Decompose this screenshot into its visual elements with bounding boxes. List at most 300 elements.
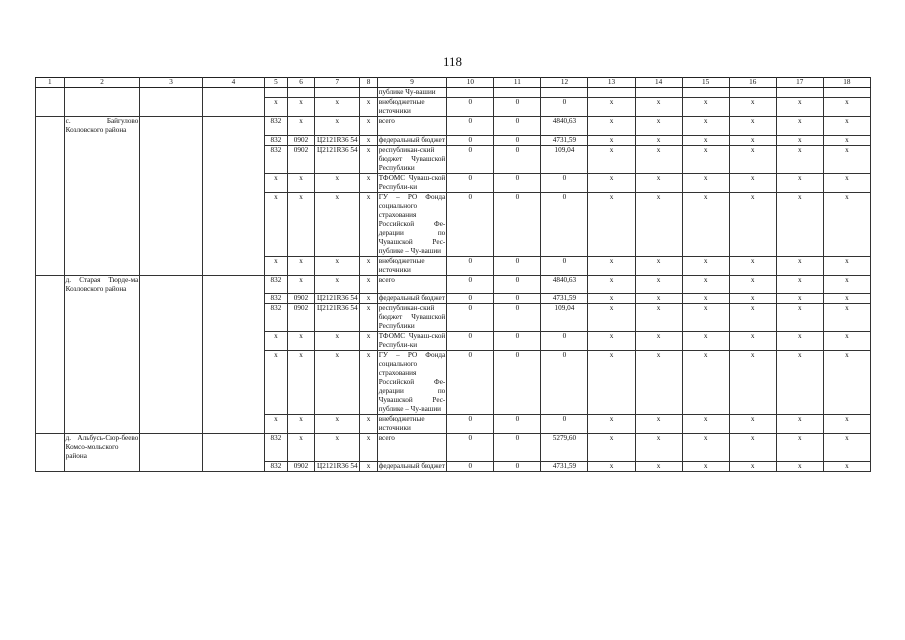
cell-col10: 0 (447, 135, 494, 145)
cell-col10: 0 (447, 351, 494, 415)
cell-col9-source: федеральный бюджет (378, 135, 445, 144)
cell-col15: x (682, 135, 729, 145)
cell-col11: 0 (494, 173, 541, 192)
cell-col18: x (823, 173, 870, 192)
cell-col18: x (823, 98, 870, 117)
cell-col18: x (823, 145, 870, 173)
header-cell-1: 1 (36, 78, 65, 88)
cell-col3 (140, 351, 202, 415)
cell-col18: x (823, 351, 870, 415)
cell-col11: 0 (494, 294, 541, 304)
cell-col8: x (360, 135, 377, 145)
cell-col6: 0902 (287, 145, 315, 173)
cell-col11: 0 (494, 256, 541, 275)
cell-col15: x (682, 98, 729, 117)
header-cell-9: 9 (377, 78, 447, 88)
table-row (36, 304, 871, 332)
header-cell-7: 7 (315, 78, 360, 88)
cell-col5: x (265, 351, 288, 415)
cell-col3 (140, 173, 202, 192)
cell-col15: x (682, 145, 729, 173)
header-cell-6: 6 (287, 78, 315, 88)
cell-col4 (202, 173, 264, 192)
cell-col9-source: внебюджетные источники (377, 415, 447, 434)
cell-col18: x (823, 275, 870, 294)
cell-col13: x (588, 145, 635, 173)
cell-col7-code: x (315, 173, 360, 192)
cell-col9-source: публике Чу-вашии (377, 88, 447, 98)
cell-col6: x (287, 117, 315, 136)
cell-col18: x (823, 461, 870, 471)
table-row (36, 351, 871, 415)
cell-col17: x (776, 173, 823, 192)
cell-col8: x (360, 294, 377, 304)
cell-col7-code: x (315, 117, 360, 136)
cell-col7-code: x (315, 98, 360, 117)
cell-col1 (36, 415, 65, 434)
cell-col10: 0 (447, 461, 494, 471)
cell-col2-settlement (64, 304, 140, 332)
cell-col10: 0 (447, 332, 494, 351)
cell-col2-settlement (64, 332, 140, 351)
cell-col4 (202, 461, 264, 471)
cell-col8: x (360, 351, 377, 415)
cell-col1 (36, 192, 65, 256)
cell-col11: 0 (494, 351, 541, 415)
cell-col9-source: федеральный бюджет (378, 294, 445, 302)
cell-col3 (140, 135, 202, 145)
cell-col10: 0 (447, 117, 494, 136)
cell-col16: x (729, 415, 776, 434)
cell-col4 (202, 294, 264, 304)
cell-col17: x (776, 135, 823, 145)
cell-col16: x (729, 98, 776, 117)
table-row (36, 256, 871, 275)
cell-col12-amount: 0 (541, 332, 588, 351)
cell-col16 (729, 88, 776, 98)
header-cell-14: 14 (635, 78, 682, 88)
cell-col17: x (776, 145, 823, 173)
cell-col9-source: ГУ – РО Фонда социального страхования Российской Фе-дерации по Чувашской Рес-публике – Чу-вашии (378, 192, 446, 255)
cell-col11: 0 (494, 145, 541, 173)
cell-col10: 0 (447, 192, 494, 256)
cell-col2-settlement (64, 135, 140, 145)
cell-col8: x (360, 415, 377, 434)
cell-col2-settlement (64, 461, 140, 471)
cell-col17: x (776, 434, 823, 462)
table-row (36, 173, 871, 192)
cell-col3 (140, 415, 202, 434)
cell-col12-amount: 109,04 (541, 304, 588, 332)
cell-col2-settlement: д. Старая Тюрде-ма Козловского района (65, 275, 139, 293)
cell-col8: x (360, 256, 377, 275)
cell-col12-amount: 4731,59 (541, 294, 588, 304)
cell-col14: x (635, 332, 682, 351)
cell-col7-code: x (315, 256, 360, 275)
cell-col16: x (729, 135, 776, 145)
cell-col3 (140, 145, 202, 173)
cell-col3 (140, 294, 202, 304)
cell-col3 (140, 275, 202, 294)
cell-col18: x (823, 294, 870, 304)
cell-col18: x (823, 256, 870, 275)
cell-col15: x (682, 192, 729, 256)
cell-col18: x (823, 117, 870, 136)
cell-col14: x (635, 98, 682, 117)
table-row (36, 275, 871, 294)
cell-col9-source: ТФОМС Чуваш-ской Республи-ки (378, 332, 446, 349)
cell-col9-source: всего (377, 275, 447, 294)
cell-col1 (36, 351, 65, 415)
cell-col6: x (287, 98, 315, 117)
cell-col1 (36, 332, 65, 351)
cell-col3 (140, 117, 202, 136)
cell-col9-source: республикан-ский бюджет Чувашской Республики (378, 145, 446, 172)
cell-col17: x (776, 256, 823, 275)
cell-col17: x (776, 332, 823, 351)
cell-col13: x (588, 332, 635, 351)
cell-col15: x (682, 117, 729, 136)
cell-col16: x (729, 304, 776, 332)
cell-col15: x (682, 461, 729, 471)
cell-col15: x (682, 294, 729, 304)
cell-col11: 0 (494, 117, 541, 136)
cell-col13: x (588, 294, 635, 304)
cell-col4 (202, 275, 264, 294)
cell-col5: 832 (265, 294, 288, 304)
cell-col10: 0 (447, 415, 494, 434)
cell-col1 (36, 294, 65, 304)
cell-col7-code: x (315, 434, 360, 462)
cell-col2-settlement: с. Байгулово Козловского района (65, 117, 139, 134)
cell-col8: x (360, 192, 377, 256)
cell-col14: x (635, 294, 682, 304)
cell-col7-code: Ц2121R36 54 (315, 294, 360, 304)
cell-col14: x (635, 192, 682, 256)
cell-col10: 0 (447, 275, 494, 294)
cell-col1 (36, 145, 65, 173)
cell-col2-settlement: д. Альбусь-Сюр-беево Комсо-мольского района (65, 434, 139, 460)
cell-col5: x (265, 98, 288, 117)
cell-col14 (635, 88, 682, 98)
cell-col6: x (287, 192, 315, 256)
table-row (36, 145, 871, 173)
page-number: 118 (442, 54, 463, 69)
cell-col9-source: внебюджетные источники (377, 256, 447, 275)
cell-col8: x (360, 461, 377, 471)
header-cell-10: 10 (447, 78, 494, 88)
cell-col10: 0 (447, 304, 494, 332)
cell-col1 (36, 88, 65, 98)
cell-col8: x (360, 434, 377, 462)
cell-col6: x (287, 275, 315, 294)
header-cell-15: 15 (682, 78, 729, 88)
cell-col15: x (682, 415, 729, 434)
cell-col14: x (635, 351, 682, 415)
cell-col14: x (635, 275, 682, 294)
cell-col13: x (588, 351, 635, 415)
cell-col11: 0 (494, 434, 541, 462)
table-row (36, 117, 871, 136)
cell-col13: x (588, 415, 635, 434)
cell-col12-amount: 0 (541, 351, 588, 415)
cell-col4 (202, 256, 264, 275)
cell-col5: 832 (265, 135, 288, 145)
cell-col3 (140, 434, 202, 462)
cell-col1 (36, 275, 65, 294)
cell-col8: x (360, 98, 377, 117)
cell-col6: x (287, 173, 315, 192)
cell-col15: x (682, 332, 729, 351)
cell-col5: x (265, 415, 288, 434)
header-cell-17: 17 (776, 78, 823, 88)
cell-col17: x (776, 415, 823, 434)
cell-col1 (36, 434, 65, 462)
cell-col18: x (823, 332, 870, 351)
cell-col4 (202, 145, 264, 173)
cell-col14: x (635, 135, 682, 145)
cell-col12-amount (541, 88, 588, 98)
cell-col13: x (588, 275, 635, 294)
cell-col17: x (776, 461, 823, 471)
cell-col4 (202, 88, 264, 98)
header-cell-13: 13 (588, 78, 635, 88)
cell-col17: x (776, 117, 823, 136)
budget-table (35, 77, 871, 472)
cell-col12-amount: 0 (541, 98, 588, 117)
cell-col9-source: всего (377, 434, 447, 462)
cell-col18: x (823, 434, 870, 462)
cell-col14: x (635, 304, 682, 332)
cell-col4 (202, 98, 264, 117)
cell-col1 (36, 256, 65, 275)
cell-col14: x (635, 415, 682, 434)
cell-col4 (202, 332, 264, 351)
cell-col18: x (823, 135, 870, 145)
cell-col18 (823, 88, 870, 98)
cell-col4 (202, 192, 264, 256)
cell-col9-source: республикан-ский бюджет Чувашской Республики (378, 304, 446, 330)
cell-col6: x (287, 415, 315, 434)
cell-col1 (36, 461, 65, 471)
cell-col3 (140, 98, 202, 117)
cell-col4 (202, 117, 264, 136)
cell-col5: 832 (265, 434, 288, 462)
cell-col2-settlement (64, 192, 140, 256)
cell-col1 (36, 98, 65, 117)
cell-col15: x (682, 173, 729, 192)
cell-col17: x (776, 275, 823, 294)
cell-col13 (588, 88, 635, 98)
header-cell-16: 16 (729, 78, 776, 88)
cell-col9-source: всего (377, 117, 447, 136)
cell-col5: x (265, 173, 288, 192)
cell-col3 (140, 88, 202, 98)
cell-col16: x (729, 275, 776, 294)
table-row (36, 98, 871, 117)
cell-col12-amount: 0 (541, 256, 588, 275)
cell-col17: x (776, 294, 823, 304)
cell-col17 (776, 88, 823, 98)
cell-col13: x (588, 434, 635, 462)
cell-col14: x (635, 461, 682, 471)
cell-col10: 0 (447, 256, 494, 275)
cell-col9-source: ГУ – РО Фонда социального страхования Российской Фе-дерации по Чувашской Рес-публике – Чу-вашии (378, 351, 446, 413)
cell-col8 (360, 88, 377, 98)
cell-col10 (447, 88, 494, 98)
cell-col13: x (588, 304, 635, 332)
cell-col8: x (360, 275, 377, 294)
cell-col17: x (776, 351, 823, 415)
cell-col13: x (588, 117, 635, 136)
header-cell-8: 8 (360, 78, 377, 88)
cell-col6: x (287, 351, 315, 415)
cell-col6: 0902 (287, 135, 315, 145)
cell-col13: x (588, 98, 635, 117)
cell-col12-amount: 0 (541, 192, 588, 256)
cell-col3 (140, 332, 202, 351)
cell-col5 (265, 88, 288, 98)
cell-col16: x (729, 434, 776, 462)
cell-col7-code: x (315, 351, 360, 415)
cell-col1 (36, 117, 65, 136)
cell-col7-code: Ц2121R36 54 (315, 135, 360, 145)
cell-col12-amount: 0 (541, 415, 588, 434)
cell-col14: x (635, 434, 682, 462)
cell-col17: x (776, 192, 823, 256)
cell-col10: 0 (447, 98, 494, 117)
cell-col17: x (776, 304, 823, 332)
cell-col6: x (287, 256, 315, 275)
cell-col11: 0 (494, 461, 541, 471)
cell-col1 (36, 304, 65, 332)
cell-col16: x (729, 256, 776, 275)
cell-col18: x (823, 304, 870, 332)
header-cell-11: 11 (494, 78, 541, 88)
cell-col7-code: x (315, 332, 360, 351)
cell-col4 (202, 304, 264, 332)
cell-col4 (202, 415, 264, 434)
cell-col10: 0 (447, 173, 494, 192)
cell-col4 (202, 351, 264, 415)
table-row (36, 294, 871, 304)
cell-col13: x (588, 135, 635, 145)
header-cell-5: 5 (265, 78, 288, 88)
cell-col12-amount: 4840,63 (541, 275, 588, 294)
cell-col15: x (682, 304, 729, 332)
cell-col2-settlement (64, 256, 140, 275)
cell-col2-settlement (64, 145, 140, 173)
cell-col7-code: x (315, 192, 360, 256)
cell-col12-amount: 109,04 (541, 145, 588, 173)
cell-col17: x (776, 98, 823, 117)
cell-col14: x (635, 117, 682, 136)
cell-col13: x (588, 256, 635, 275)
cell-col12-amount: 4731,59 (541, 461, 588, 471)
cell-col5: x (265, 332, 288, 351)
cell-col11 (494, 88, 541, 98)
cell-col12-amount: 4840,63 (541, 117, 588, 136)
cell-col15: x (682, 351, 729, 415)
cell-col10: 0 (447, 145, 494, 173)
cell-col2-settlement (64, 294, 140, 304)
cell-col8: x (360, 117, 377, 136)
cell-col6: 0902 (287, 304, 315, 332)
cell-col12-amount: 5279,60 (541, 434, 588, 462)
cell-col7-code: x (315, 415, 360, 434)
cell-col14: x (635, 173, 682, 192)
cell-col8: x (360, 145, 377, 173)
cell-col11: 0 (494, 332, 541, 351)
header-cell-2: 2 (64, 78, 140, 88)
cell-col5: x (265, 256, 288, 275)
header-row (36, 78, 871, 88)
cell-col6: x (287, 434, 315, 462)
cell-col8: x (360, 304, 377, 332)
cell-col13: x (588, 461, 635, 471)
cell-col5: 832 (265, 275, 288, 294)
table-row (36, 332, 871, 351)
cell-col9-source: федеральный бюджет (378, 461, 445, 470)
cell-col16: x (729, 351, 776, 415)
cell-col15 (682, 88, 729, 98)
cell-col7-code (315, 88, 360, 98)
cell-col18: x (823, 192, 870, 256)
cell-col14: x (635, 256, 682, 275)
cell-col2-settlement (64, 415, 140, 434)
cell-col10: 0 (447, 294, 494, 304)
cell-col14: x (635, 145, 682, 173)
table-row (36, 88, 871, 98)
cell-col5: 832 (265, 145, 288, 173)
cell-col13: x (588, 173, 635, 192)
cell-col5: 832 (265, 461, 288, 471)
cell-col7-code: Ц2121R36 54 (315, 145, 360, 173)
cell-col6: 0902 (287, 461, 315, 471)
cell-col15: x (682, 434, 729, 462)
cell-col1 (36, 173, 65, 192)
cell-col15: x (682, 256, 729, 275)
cell-col6: x (287, 332, 315, 351)
table-row (36, 434, 871, 462)
cell-col5: 832 (265, 304, 288, 332)
table-row (36, 415, 871, 434)
cell-col16: x (729, 117, 776, 136)
cell-col16: x (729, 145, 776, 173)
cell-col8: x (360, 332, 377, 351)
cell-col16: x (729, 173, 776, 192)
cell-col11: 0 (494, 415, 541, 434)
cell-col6: 0902 (287, 294, 315, 304)
header-cell-12: 12 (541, 78, 588, 88)
cell-col6 (287, 88, 315, 98)
cell-col3 (140, 256, 202, 275)
cell-col7-code: Ц2121R36 54 (315, 461, 360, 471)
cell-col12-amount: 4731,59 (541, 135, 588, 145)
cell-col18: x (823, 415, 870, 434)
cell-col4 (202, 434, 264, 462)
header-cell-4: 4 (202, 78, 264, 88)
cell-col13: x (588, 192, 635, 256)
table-row (36, 461, 871, 471)
header-cell-3: 3 (140, 78, 202, 88)
cell-col16: x (729, 332, 776, 351)
cell-col12-amount: 0 (541, 173, 588, 192)
table-row (36, 135, 871, 145)
header-cell-18: 18 (823, 78, 870, 88)
cell-col5: 832 (265, 117, 288, 136)
cell-col15: x (682, 275, 729, 294)
